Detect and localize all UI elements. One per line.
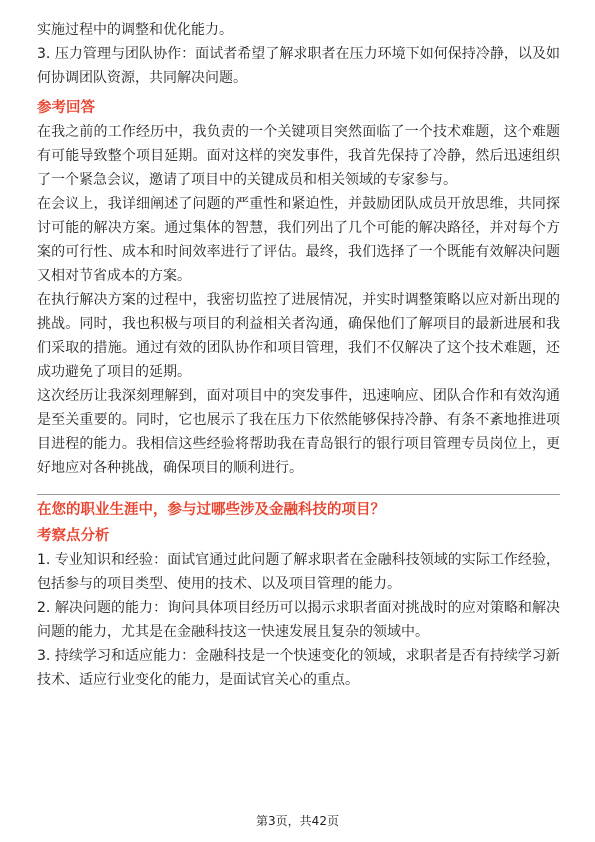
analysis-point-1: 1. 专业知识和经验：面试官通过此问题了解求职者在金融科技领域的实际工作经验，包括参与的项目类型、使用的技术、以及项目管理的能力。 <box>37 552 560 592</box>
answer-paragraph-2: 在会议上，我详细阐述了问题的严重性和紧迫性，并鼓励团队成员开放思维，共同探讨可能的解决方案。通过集体的智慧，我们列出了几个可能的解决路径，并对每个方案的可行性、成本和时间效率进行了评估。最终，我们选择了一个既能有效解决问题又相对节省成本的方案。 <box>37 196 560 284</box>
page-number: 第3页，共42页 <box>256 814 339 828</box>
analysis-point-3: 3. 持续学习和适应能力：金融科技是一个快速变化的领域，求职者是否有持续学习新技术、适应行业变化的能力，是面试官关心的重点。 <box>37 648 560 688</box>
interview-question: 在您的职业生涯中，参与过哪些涉及金融科技的项目？ <box>37 502 385 518</box>
analysis-heading: 考察点分析 <box>37 528 110 544</box>
section-question <box>37 498 560 692</box>
section-answer-context <box>37 0 560 480</box>
section-divider <box>37 494 560 495</box>
assessment-point-3: 3. 压力管理与团队协作：面试者希望了解求职者在压力环境下如何保持冷静，以及如何协调团队资源，共同解决问题。 <box>37 46 560 86</box>
reference-answer-heading: 参考回答 <box>37 100 95 116</box>
analysis-point-2: 2. 解决问题的能力：询问具体项目经历可以揭示求职者面对挑战时的应对策略和解决问题的能力，尤其是在金融科技这一快速发展且复杂的领域中。 <box>37 600 560 640</box>
answer-paragraph-1: 在我之前的工作经历中，我负责的一个关键项目突然面临了一个技术难题，这个难题有可能导致整个项目延期。面对这样的突发事件，我首先保持了冷静，然后迅速组织了一个紧急会议，邀请了项目中的关键成员和相关领域的专家参与。 <box>37 124 560 188</box>
answer-paragraph-3: 在执行解决方案的过程中，我密切监控了进展情况，并实时调整策略以应对新出现的挑战。同时，我也积极与项目的利益相关者沟通，确保他们了解项目的最新进展和我们采取的措施。通过有效的团队协作和项目管理，我们不仅解决了这个技术难题，还成功避免了项目的延期。 <box>37 292 560 380</box>
document-page <box>37 0 560 692</box>
paragraph-intro-continuation: 实施过程中的调整和优化能力。 <box>37 22 233 38</box>
answer-paragraph-4: 这次经历让我深刻理解到，面对项目中的突发事件，迅速响应、团队合作和有效沟通是至关重要的。同时，它也展示了我在压力下依然能够保持冷静、有条不紊地推进项目进程的能力。我相信这些经验将帮助我在青岛银行的银行项目管理专员岗位上，更好地应对各种挑战，确保项目的顺利进行。 <box>37 388 560 476</box>
